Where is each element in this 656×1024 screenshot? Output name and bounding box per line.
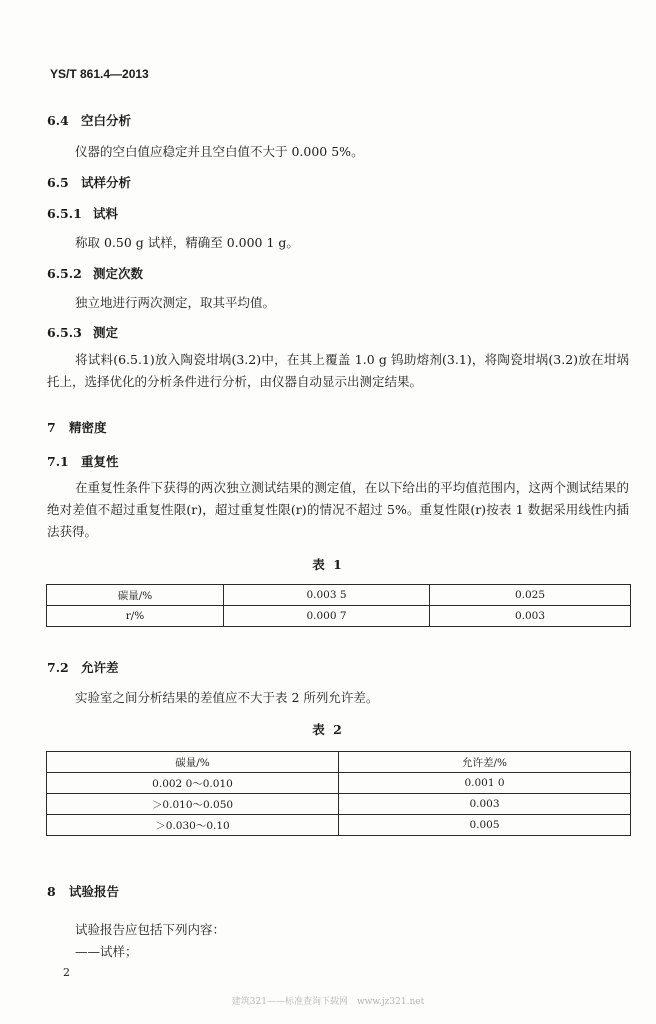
table-cell: 0.003 xyxy=(430,606,631,627)
section-7-2-heading xyxy=(47,658,119,676)
table-cell: ＞0.030～0.10 xyxy=(47,815,339,836)
table-header-row xyxy=(47,752,631,773)
section-title: 空白分析 xyxy=(81,113,132,128)
section-title: 精密度 xyxy=(69,420,107,435)
section-6-5-heading xyxy=(47,173,131,191)
report-item: ——试样； xyxy=(75,944,138,959)
page-number: 2 xyxy=(63,966,70,979)
table-row xyxy=(47,606,631,627)
watermark: 建筑321——标准查询下载网 www.jz321.net xyxy=(231,997,425,1007)
section-title: 重复性 xyxy=(81,454,119,469)
section-title: 允许差 xyxy=(81,660,119,675)
table-row xyxy=(47,773,631,794)
table-2-caption: 表 2 xyxy=(312,722,344,737)
section-6-4-heading xyxy=(47,111,131,129)
section-6-5-3-heading xyxy=(47,323,118,341)
section-number: 6.5.1 xyxy=(47,206,82,221)
section-number: 6.4 xyxy=(47,113,69,128)
standard-code: YS/T 861.4—2013 xyxy=(50,67,149,81)
section-title: 试料 xyxy=(93,206,119,221)
table-cell: 碳量/% xyxy=(47,585,224,606)
section-8-heading xyxy=(47,882,119,900)
section-number: 7.2 xyxy=(47,660,69,675)
section-8-text: 试验报告应包括下列内容： xyxy=(75,922,226,937)
table-header-cell: 碳量/% xyxy=(47,752,339,773)
table-header-cell: 允许差/% xyxy=(339,752,631,773)
section-6-5-3-text: 将试料(6.5.1)放入陶瓷坩埚(3.2)中，在其上覆盖 1.0 g 钨助熔剂(3.1)，将陶瓷坩埚(3.2)放在坩埚托上，选择优化的分析条件进行分析，由仪器自动显示出测定结果。 xyxy=(47,352,629,389)
table-cell: 0.002 0～0.010 xyxy=(47,773,339,794)
section-7-1-text: 在重复性条件下获得的两次独立测试结果的测定值，在以下给出的平均值范围内，这两个测试结果的绝对差值不超过重复性限(r)，超过重复性限(r)的情况不超过 5%。重复性限(r)按表 1 数据采用线性内插法获得。 xyxy=(47,480,629,539)
section-6-5-1-heading xyxy=(47,204,118,222)
section-number: 8 xyxy=(47,884,56,899)
table-1-caption: 表 1 xyxy=(312,557,344,572)
table-row xyxy=(47,585,631,606)
section-number: 6.5.2 xyxy=(47,266,82,281)
section-6-5-1-text: 称取 0.50 g 试样，精确至 0.000 1 g。 xyxy=(75,235,299,250)
section-number: 7.1 xyxy=(47,454,69,469)
section-number: 7 xyxy=(47,420,56,435)
section-title: 测定 xyxy=(93,325,119,340)
section-7-heading xyxy=(47,418,107,436)
section-number: 6.5.3 xyxy=(47,325,82,340)
table-1 xyxy=(46,584,631,627)
table-row xyxy=(47,794,631,815)
section-7-2-text: 实验室之间分析结果的差值应不大于表 2 所列允许差。 xyxy=(75,690,379,705)
table-cell: 0.000 7 xyxy=(224,606,430,627)
table-row xyxy=(47,815,631,836)
section-title: 试验报告 xyxy=(69,884,120,899)
section-6-5-2-heading xyxy=(47,264,143,282)
section-6-4-text: 仪器的空白值应稳定并且空白值不大于 0.000 5%。 xyxy=(75,144,364,159)
table-cell: 0.001 0 xyxy=(339,773,631,794)
section-title: 试样分析 xyxy=(81,175,132,190)
table-cell: 0.003 5 xyxy=(224,585,430,606)
table-cell: 0.003 xyxy=(339,794,631,815)
table-2 xyxy=(46,751,631,836)
section-title: 测定次数 xyxy=(93,266,144,281)
section-number: 6.5 xyxy=(47,175,69,190)
table-cell: r/% xyxy=(47,606,224,627)
section-7-1-heading xyxy=(47,452,119,470)
section-6-5-2-text: 独立地进行两次测定，取其平均值。 xyxy=(75,295,276,310)
table-cell: 0.005 xyxy=(339,815,631,836)
table-cell: ＞0.010～0.050 xyxy=(47,794,339,815)
table-cell: 0.025 xyxy=(430,585,631,606)
